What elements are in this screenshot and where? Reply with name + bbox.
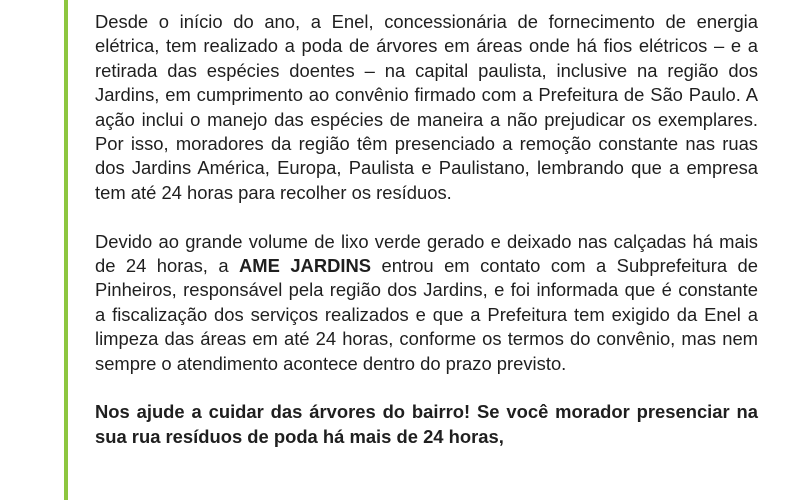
- paragraph-2-text-end: entrou em contato com a Subprefeitura de Pinheiros, responsável pela região dos Jardins, e foi informada que é constante a fiscalização dos serviços realizados e que a Prefeitura tem exigido da Enel a limpeza das áreas em até 24 horas, conforme os termos do convênio, mas nem sempre o atendimento acontece dentro do prazo previsto.: [95, 255, 758, 374]
- article-body: [95, 10, 758, 474]
- green-accent-rule: [64, 0, 68, 500]
- paragraph-subprefeitura-contact: [95, 230, 758, 376]
- paragraph-pruning-intro: Desde o início do ano, a Enel, concessionária de fornecimento de energia elétrica, tem realizado a poda de árvores em áreas onde há fios elétricos – e a retirada das espécies doentes – na capital paulista, inclusive na região dos Jardins, em cumprimento ao convênio firmado com a Prefeitura de São Paulo. A ação inclui o manejo das espécies de maneira a não prejudicar os exemplares. Por isso, moradores da região têm presenciado a remoção constante nas ruas dos Jardins América, Europa, Paulista e Paulistano, lembrando que a empresa tem até 24 horas para recolher os resíduos.: [95, 11, 758, 203]
- call-to-action-paragraph: Nos ajude a cuidar das árvores do bairro! Se você morador presenciar na sua rua resíduos de poda há mais de 24 horas,: [95, 401, 758, 447]
- org-name-ame-jardins: AME JARDINS: [239, 255, 372, 277]
- paragraph-2-text-start: Devido ao grande volume de lixo verde gerado e deixado nas calçadas há mais de 24 horas, a: [95, 230, 758, 277]
